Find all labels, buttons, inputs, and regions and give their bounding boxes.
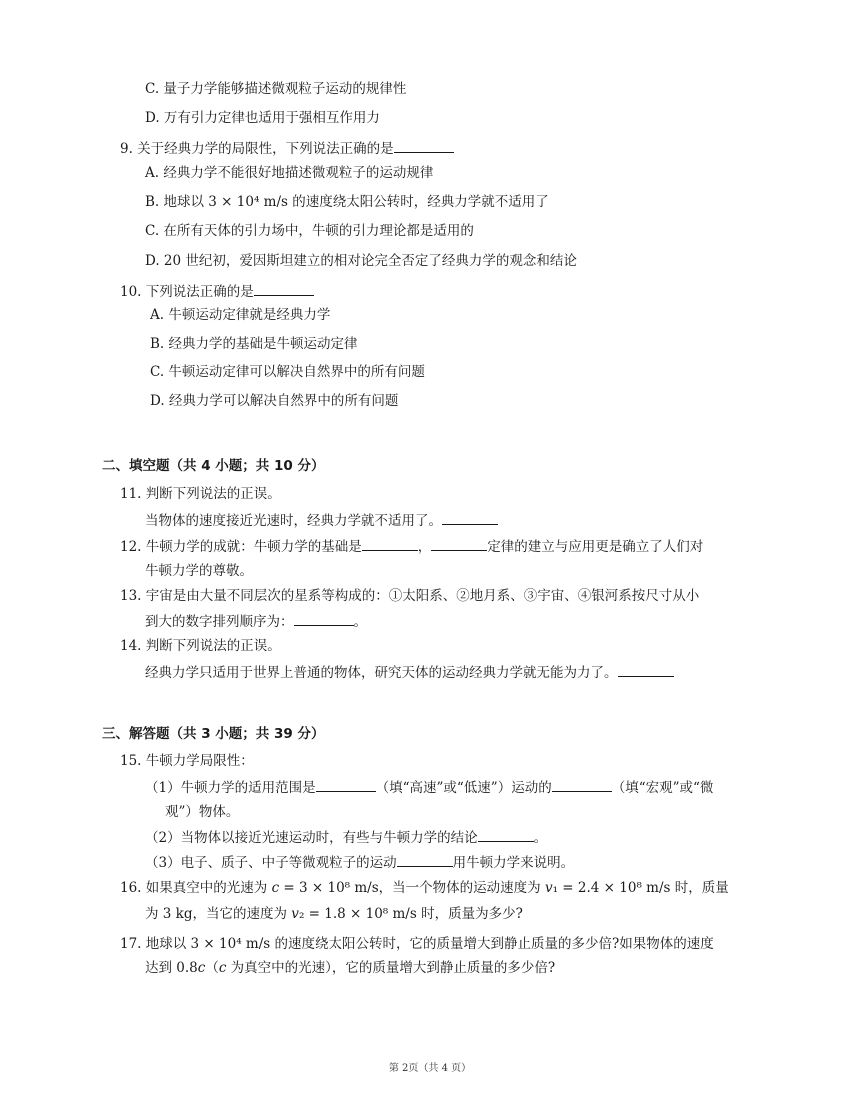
q16-sub-2: ₂: [298, 906, 305, 922]
q15-sub2-text-2: 。: [533, 830, 548, 846]
answer-blank[interactable]: [294, 611, 354, 626]
q9-option-d: D. 20 世纪初，爱因斯坦建立的相对论完全否定了经典力学的观念和结论: [145, 253, 577, 269]
q16-text-3: = 2.4 × 10⁸ m/s 时，质量: [558, 880, 729, 896]
answer-blank[interactable]: [478, 827, 534, 842]
q10-option-b: B. 经典力学的基础是牛顿运动定律: [150, 336, 358, 352]
q16-text-1: 16. 如果真空中的光速为: [120, 880, 272, 896]
q15-sub2-text-1: （2）当物体以接近光速运动时，有些与牛顿力学的结论: [145, 830, 478, 846]
q16-var-v: v: [544, 880, 553, 896]
answer-blank[interactable]: [397, 852, 453, 867]
q12-text-2: ，: [417, 539, 432, 555]
answer-blank[interactable]: [552, 777, 612, 792]
q14-statement: [145, 662, 674, 683]
q9-stem: [120, 138, 454, 159]
q12-line1: [120, 536, 703, 557]
q16-text-5: = 1.8 × 10⁸ m/s 时，质量为多少?: [304, 906, 523, 922]
q16-text-4: 为 3 kg，当它的速度为: [145, 906, 292, 922]
q10-stem: [120, 281, 314, 302]
q15-sub3: [145, 852, 574, 873]
q17-text-1: 达到 0.8: [145, 960, 198, 976]
q9-stem-text: 9. 关于经典力学的局限性，下列说法正确的是: [120, 141, 394, 157]
q13-line2: [145, 611, 367, 632]
section-title-fill-in: 二、填空题（共 4 小题；共 10 分）: [102, 458, 325, 474]
q13-text-1: 到大的数字排列顺序为：: [145, 614, 294, 630]
answer-blank[interactable]: [316, 777, 376, 792]
q15-sub3-text-2: 用牛顿力学来说明。: [452, 855, 575, 871]
q15-sub3-text-1: （3）电子、质子、中子等微观粒子的运动: [145, 855, 397, 871]
q16-line2: [145, 904, 523, 924]
answer-blank[interactable]: [442, 510, 498, 525]
answer-blank[interactable]: [394, 138, 454, 153]
section-title-answer: 三、解答题（共 3 小题；共 39 分）: [102, 726, 325, 742]
q12-line2: 牛顿力学的尊敬。: [145, 563, 253, 579]
q9-option-a: A. 经典力学不能很好地描述微观粒子的运动规律: [145, 165, 434, 181]
q14-statement-text: 经典力学只适用于世界上普通的物体，研究天体的运动经典力学就无能为力了。: [145, 665, 618, 681]
q12-text-3: 定律的建立与应用更是确立了人们对: [487, 539, 704, 555]
q15-stem: 15. 牛顿力学局限性：: [120, 753, 254, 769]
q8-option-c: C. 量子力学能够描述微观粒子运动的规律性: [145, 81, 407, 97]
answer-blank[interactable]: [362, 536, 418, 551]
q8-option-d: D. 万有引力定律也适用于强相互作用力: [145, 110, 380, 126]
q15-sub1: [145, 777, 713, 798]
q11-statement: [145, 510, 498, 531]
answer-blank[interactable]: [254, 281, 314, 296]
q10-option-c: C. 牛顿运动定律可以解决自然界中的所有问题: [150, 364, 425, 380]
q15-sub1-text-1: （1）牛顿力学的适用范围是: [145, 780, 316, 796]
q16-line1: [120, 878, 729, 898]
answer-blank[interactable]: [618, 662, 674, 677]
q16-var-v2: v: [291, 906, 299, 922]
q10-stem-text: 10. 下列说法正确的是: [120, 284, 254, 300]
q17-line1: 17. 地球以 3 × 10⁴ m/s 的速度绕太阳公转时，它的质量增大到静止质量的多少倍?如果物体的速度: [120, 936, 714, 952]
q17-text-2: （: [205, 960, 219, 976]
q15-sub2: [145, 827, 547, 848]
q12-text-1: 12. 牛顿力学的成就：牛顿力学的基础是: [120, 539, 362, 555]
q16-var-c: c: [271, 880, 280, 896]
q13-text-2: 。: [353, 614, 367, 630]
q16-text-2: = 3 × 10⁸ m/s，当一个物体的运动速度为: [279, 880, 545, 896]
q9-option-b: B. 地球以 3 × 10⁴ m/s 的速度绕太阳公转时，经典力学就不适用了: [145, 194, 549, 210]
q13-line1: 13. 宇宙是由大量不同层次的星系等构成的：①太阳系、②地月系、③宇宙、④银河系按尺寸从小: [120, 588, 700, 604]
q17-line2: [145, 958, 555, 978]
q16-sub-1: ₁: [552, 880, 559, 896]
q11-stem: 11. 判断下列说法的正误。: [120, 486, 281, 502]
q17-var-c2: c: [218, 960, 227, 976]
page-footer: 第 2页（共 4 页）: [388, 1063, 472, 1074]
q10-option-a: A. 牛顿运动定律就是经典力学: [150, 307, 331, 323]
q11-statement-text: 当物体的速度接近光速时，经典力学就不适用了。: [145, 513, 442, 529]
q17-var-c: c: [197, 960, 206, 976]
q15-sub1-cont: 观”）物体。: [165, 804, 240, 820]
q15-sub1-text-3: （填“宏观”或“微: [611, 780, 714, 796]
q14-stem: 14. 判断下列说法的正误。: [120, 638, 281, 654]
q15-sub1-text-2: （填“高速”或“低速”）运动的: [375, 780, 552, 796]
q9-option-c: C. 在所有天体的引力场中，牛顿的引力理论都是适用的: [145, 223, 474, 239]
q10-option-d: D. 经典力学可以解决自然界中的所有问题: [150, 393, 399, 409]
answer-blank[interactable]: [431, 536, 487, 551]
q17-text-3: 为真空中的光速），它的质量增大到静止质量的多少倍?: [226, 960, 556, 976]
